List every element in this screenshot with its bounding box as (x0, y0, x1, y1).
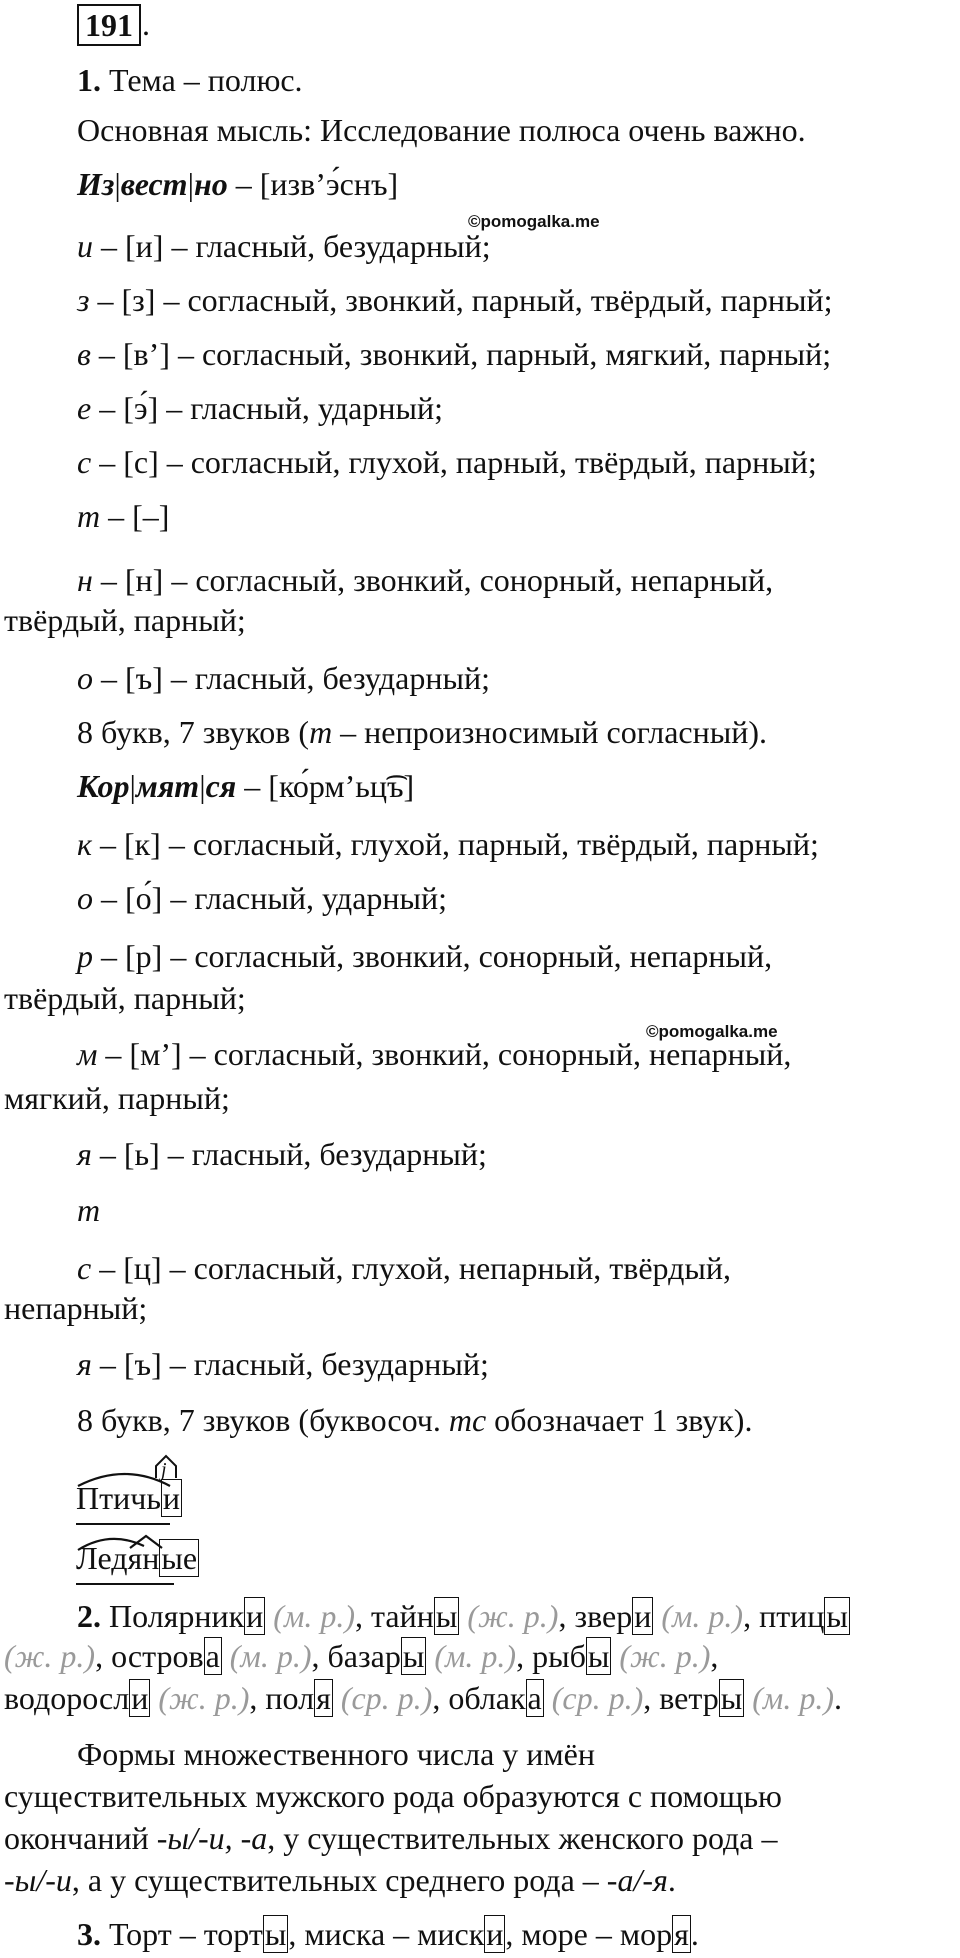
rule-line: существительных мужского рода образуются с помощью (4, 1778, 782, 1814)
w1-row: з – [з] – согласный, звонкий, парный, твёрдый, парный; (77, 282, 833, 318)
w2-row-cont: твёрдый, парный; (4, 980, 246, 1016)
w2-row: о – [о́] – гласный, ударный; (77, 880, 448, 916)
theme-line: 1. Тема – полюс. (77, 62, 303, 98)
p2-line-2: (ж. р.), острова (м. р.), базары (м. р.), рыбы (ж. р.), (4, 1638, 719, 1674)
morph-word-1: Птичьи (76, 1480, 181, 1516)
word1-header: Из|вест|но – [изв’э́снъ] (77, 166, 399, 202)
w2-row-cont: мягкий, парный; (4, 1080, 230, 1116)
w1-row: с – [с] – согласный, глухой, парный, твёрдый, парный; (77, 444, 817, 480)
p2-line-1: 2. Полярники (м. р.), тайны (ж. р.), звери (м. р.), птицы (77, 1598, 848, 1634)
rule-line: -ы/-и, а у существительных среднего рода – -а/-я. (4, 1862, 676, 1898)
w2-summary: 8 букв, 7 звуков (буквосоч. тс обозначает 1 звук). (77, 1402, 753, 1438)
watermark: ©pomogalka.me (646, 1022, 778, 1041)
w2-row: я – [ъ] – гласный, безударный; (77, 1346, 489, 1382)
rule-line: Формы множественного числа у имён (77, 1736, 595, 1772)
w1-row: т – [–] (77, 498, 170, 534)
main-idea-line: Основная мысль: Исследование полюса очень важно. (77, 112, 806, 148)
w2-row: я – [ь] – гласный, безударный; (77, 1136, 487, 1172)
w1-row: н – [н] – согласный, звонкий, сонорный, непарный, (77, 562, 774, 598)
w2-row: т (77, 1192, 101, 1228)
watermark: ©pomogalka.me (468, 212, 600, 231)
w2-row: с – [ц] – согласный, глухой, непарный, твёрдый, (77, 1250, 732, 1286)
w2-row: м – [м’] – согласный, звонкий, сонорный, непарный, (77, 1036, 792, 1072)
w1-row: и – [и] – гласный, безударный; (77, 228, 491, 264)
w2-row: р – [р] – согласный, звонкий, сонорный, непарный, (77, 938, 773, 974)
exercise-number: 191 (77, 4, 141, 46)
w1-row: о – [ъ] – гласный, безударный; (77, 660, 491, 696)
w1-row-cont: твёрдый, парный; (4, 602, 246, 638)
suffix-letter: j (161, 1459, 167, 1481)
p2-line-3: водоросли (ж. р.), поля (ср. р.), облака (ср. р.), ветры (м. р.). (4, 1680, 842, 1716)
w2-row-cont: непарный; (4, 1290, 148, 1326)
w1-row: е – [э́] – гласный, ударный; (77, 390, 443, 426)
w1-summary: 8 букв, 7 звуков (т – непроизносимый согласный). (77, 714, 767, 750)
p3-line: 3. Торт – торты, миска – миски, море – моря. (77, 1916, 699, 1952)
rule-line: окончаний -ы/-и, -а, у существительных женского рода – (4, 1820, 778, 1856)
word2-header: Кор|мят|ся – [ко́рм’ьц͡ъ] (77, 768, 415, 804)
w2-row: к – [к] – согласный, глухой, парный, твёрдый, парный; (77, 826, 819, 862)
w1-row: в – [в’] – согласный, звонкий, парный, мягкий, парный; (77, 336, 832, 372)
morph-word-2: Ледяные (76, 1540, 198, 1576)
